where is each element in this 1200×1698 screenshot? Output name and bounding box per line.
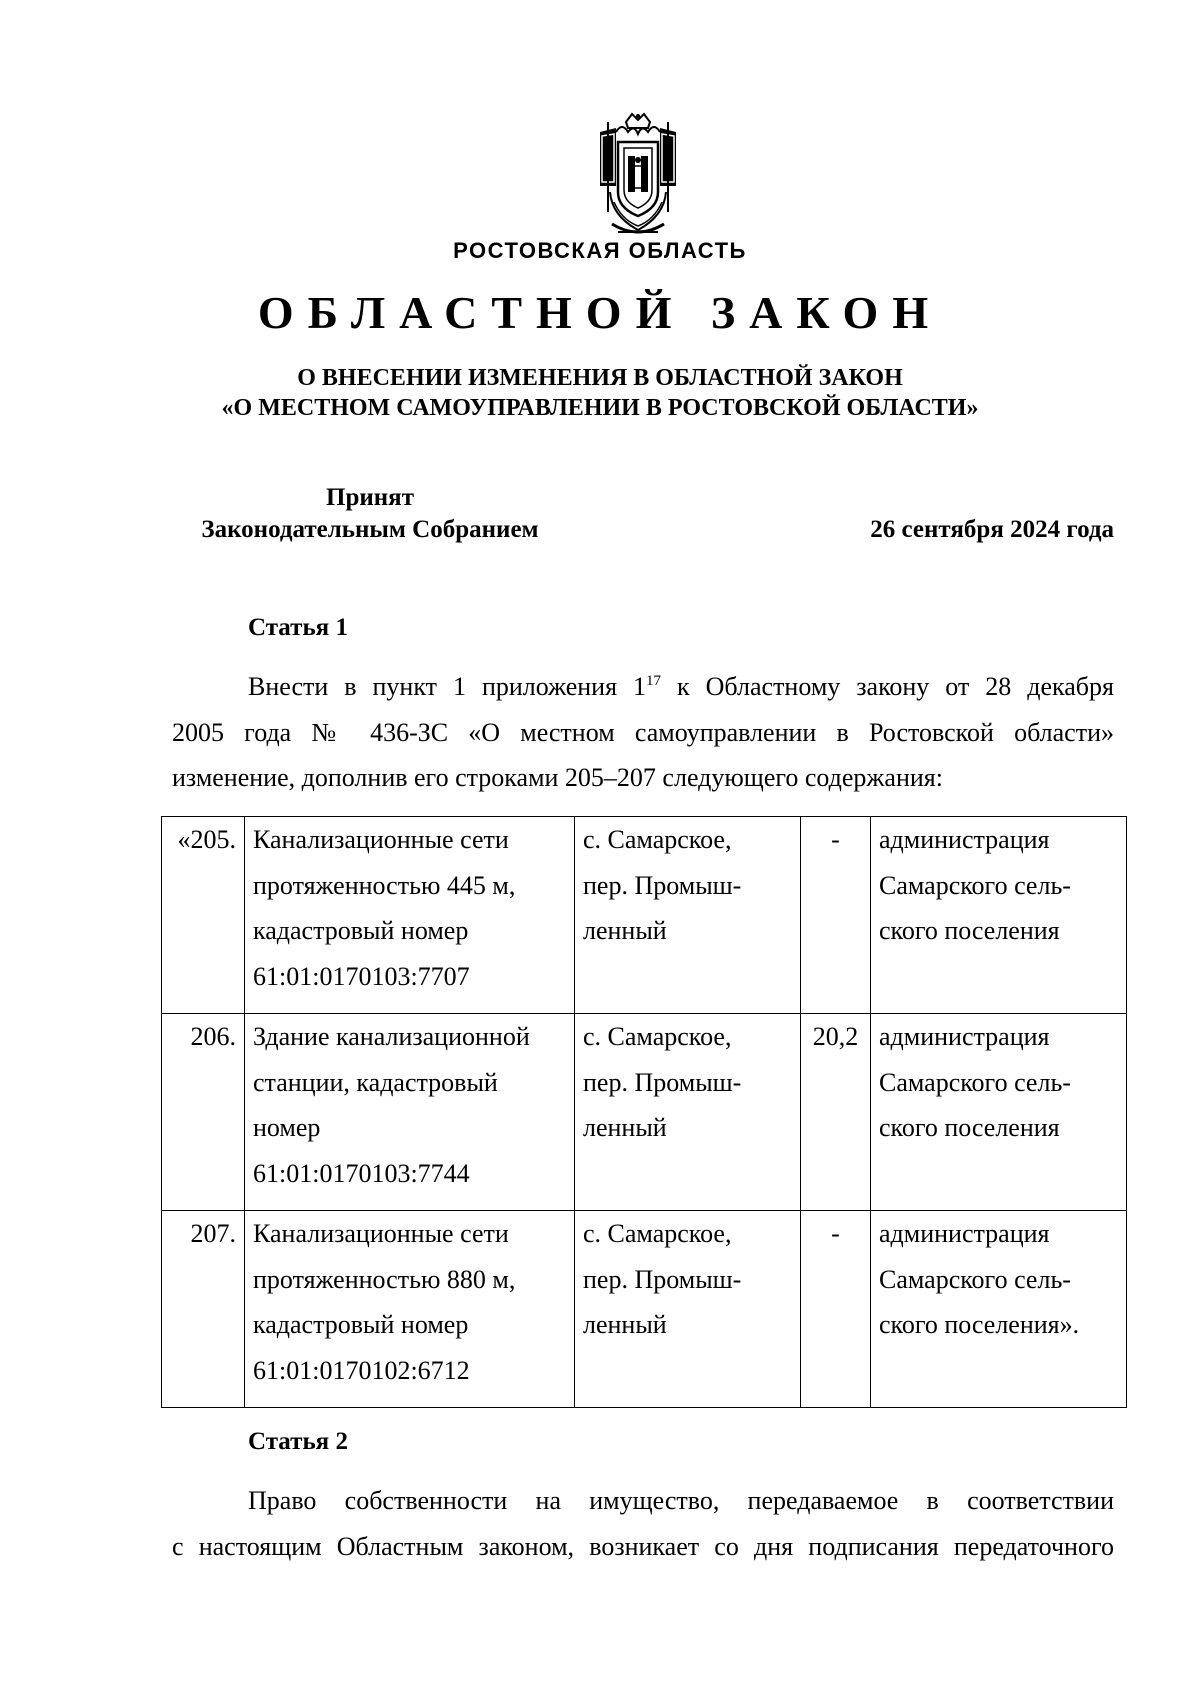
- text-fragment: к Областному закону от 28 декабря: [661, 672, 1114, 701]
- cell-line: кадастровый номер: [253, 916, 469, 945]
- cell-line: Здание канализационной: [253, 1022, 530, 1051]
- cell-line: 61:01:0170103:7707: [253, 961, 470, 991]
- cell-line: администрация: [879, 1022, 1050, 1051]
- row-number: 207.: [162, 1211, 245, 1408]
- object-cell: [245, 1014, 575, 1211]
- cell-line: администрация: [879, 825, 1050, 854]
- address-cell: [575, 1014, 801, 1211]
- cell-line: ского поселения: [879, 1113, 1060, 1142]
- object-cell: [245, 817, 575, 1014]
- cell-line: ского поселения: [879, 916, 1060, 945]
- cell-line: протяженностью 880 м,: [253, 1264, 516, 1294]
- cell-line: с. Самарское,: [583, 825, 732, 854]
- object-cell: [245, 1211, 575, 1408]
- adoption-line-1: Принят: [326, 484, 414, 511]
- row-number: «205.: [162, 817, 245, 1014]
- text-fragment: Внести в пункт 1 приложения 1: [248, 672, 647, 701]
- article-1-text: [172, 664, 1114, 801]
- area-cell: -: [801, 817, 871, 1014]
- address-cell: [575, 817, 801, 1014]
- adoption-date: 26 сентября 2024 года: [870, 516, 1114, 543]
- area-cell: -: [801, 1211, 871, 1408]
- cell-line: 61:01:0170103:7744: [253, 1158, 470, 1188]
- cell-line: пер. Промыш-: [583, 1264, 742, 1294]
- cell-line: Самарского сель-: [879, 870, 1071, 900]
- address-cell: [575, 1211, 801, 1408]
- row-number: 206.: [162, 1014, 245, 1211]
- article-2-heading: Статья 2: [248, 1428, 348, 1455]
- document-type: ОБЛАСТНОЙ ЗАКОН: [257, 287, 943, 338]
- paragraph-line: Право собственности на имущество, передаваемое в соответствии: [248, 1486, 1114, 1515]
- cell-line: администрация: [879, 1219, 1050, 1248]
- table-row: [162, 1014, 1127, 1211]
- cell-line: Самарского сель-: [879, 1264, 1071, 1294]
- cell-line: протяженностью 445 м,: [253, 870, 516, 900]
- paragraph-line: 2005 года № 436-ЗС «О местном самоуправлении в Ростовской области»: [172, 717, 1114, 747]
- cell-line: номер: [253, 1113, 321, 1142]
- paragraph-line: с настоящим Областным законом, возникает со дня подписания передаточного: [172, 1531, 1114, 1561]
- cell-line: ленный: [583, 1310, 667, 1339]
- holder-cell: [871, 1211, 1127, 1408]
- cell-line: ского поселения».: [879, 1310, 1080, 1339]
- law-title-line-2: «О МЕСТНОМ САМОУПРАВЛЕНИИ В РОСТОВСКОЙ ОБЛАСТИ»: [221, 395, 979, 421]
- article-1-heading: Статья 1: [248, 614, 348, 641]
- law-title-line-1: О ВНЕСЕНИИ ИЗМЕНЕНИЯ В ОБЛАСТНОЙ ЗАКОН: [297, 365, 903, 391]
- coat-of-arms-icon: [582, 112, 694, 242]
- area-cell: 20,2: [801, 1014, 871, 1211]
- cell-line: с. Самарское,: [583, 1022, 732, 1051]
- cell-line: ленный: [583, 916, 667, 945]
- property-table: [161, 816, 1127, 1408]
- cell-line: 61:01:0170102:6712: [253, 1355, 470, 1385]
- paragraph-line: изменение, дополнив его строками 205–207 следующего содержания:: [172, 763, 943, 792]
- cell-line: Канализационные сети: [253, 825, 509, 854]
- cell-line: пер. Промыш-: [583, 870, 742, 900]
- cell-line: ленный: [583, 1113, 667, 1142]
- paragraph-line: [172, 664, 1114, 710]
- holder-cell: [871, 817, 1127, 1014]
- cell-line: Самарского сель-: [879, 1067, 1071, 1097]
- article-2-text: [172, 1478, 1114, 1569]
- superscript: 17: [646, 673, 662, 689]
- table-row: [162, 817, 1127, 1014]
- region-name: РОСТОВСКАЯ ОБЛАСТЬ: [453, 238, 747, 263]
- cell-line: Канализационные сети: [253, 1219, 509, 1248]
- cell-line: станции, кадастровый: [253, 1067, 498, 1097]
- cell-line: пер. Промыш-: [583, 1067, 742, 1097]
- cell-line: с. Самарское,: [583, 1219, 732, 1248]
- table-row: [162, 1211, 1127, 1408]
- holder-cell: [871, 1014, 1127, 1211]
- adoption-line-2: Законодательным Собранием: [201, 516, 539, 543]
- cell-line: кадастровый номер: [253, 1310, 469, 1339]
